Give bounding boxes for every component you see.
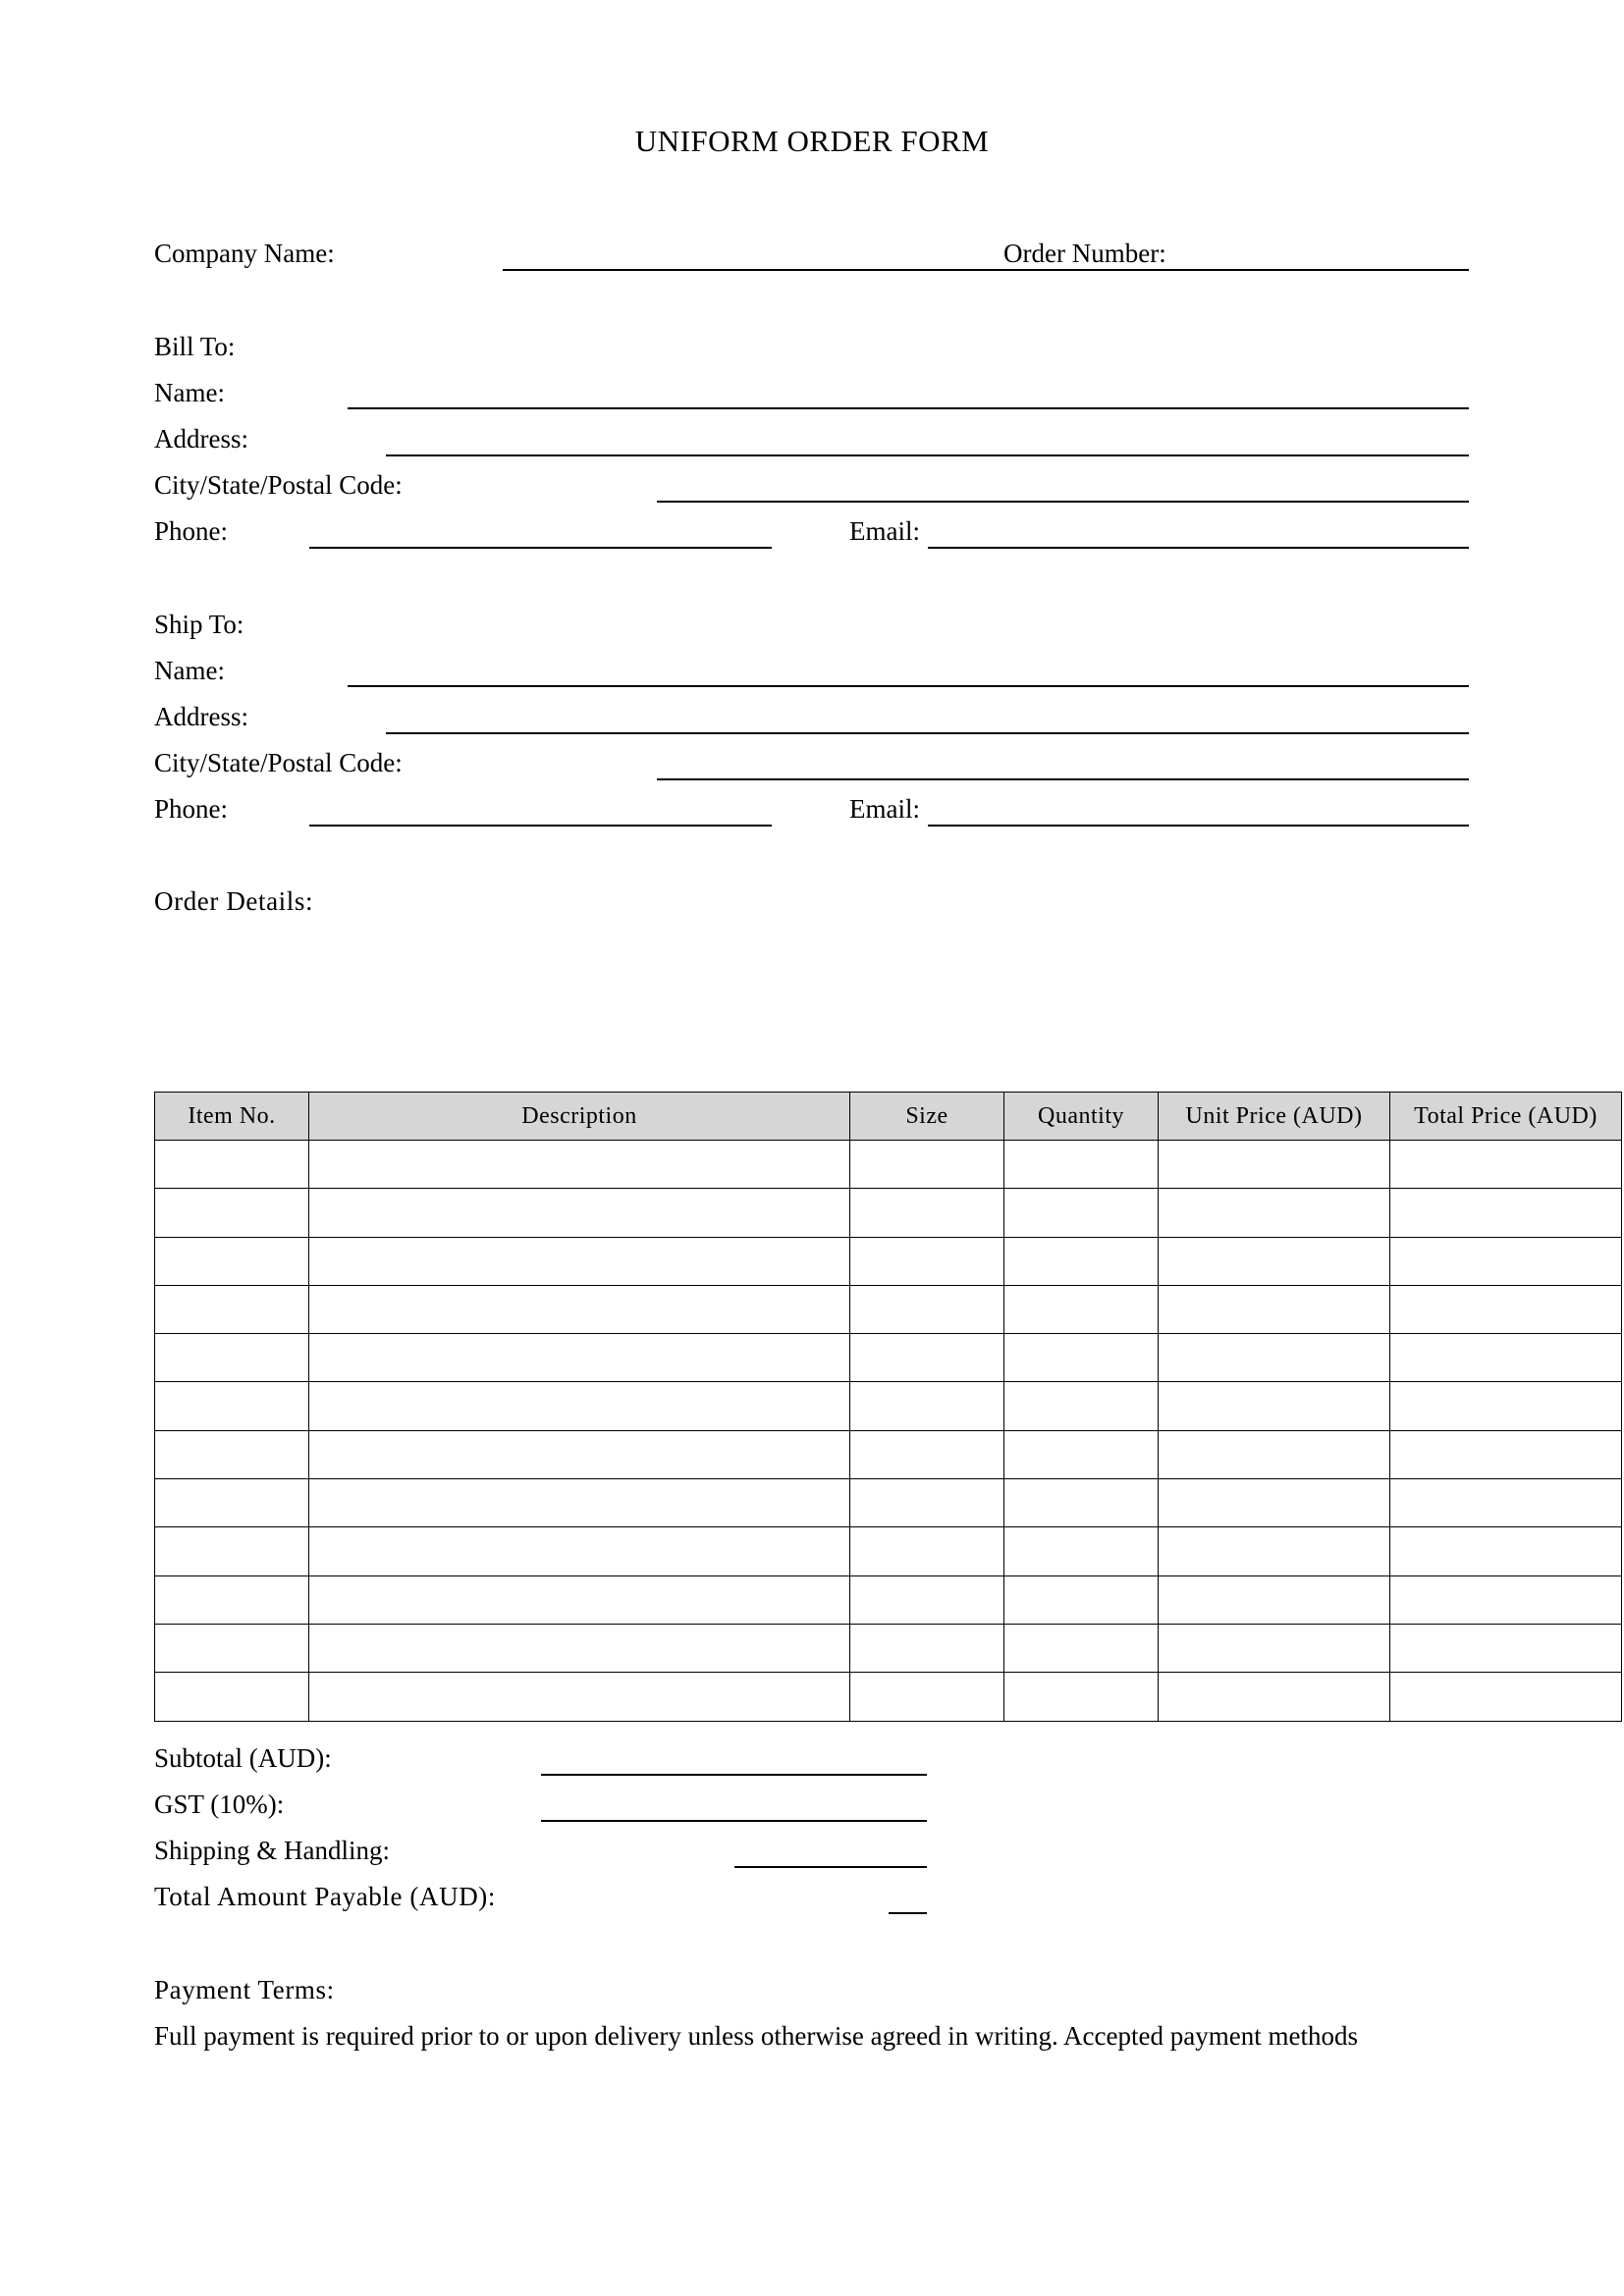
shipping-label: Shipping & Handling: [154, 1836, 391, 1865]
gst-field[interactable] [541, 1820, 927, 1822]
ship-to-name-label: Name: [154, 656, 225, 685]
cell-description[interactable] [309, 1237, 850, 1285]
order-details-table [154, 1092, 1622, 1722]
table-row [155, 1673, 1622, 1721]
bill-to-city-label: City/State/Postal Code: [154, 470, 403, 500]
cell-total-price[interactable] [1390, 1285, 1622, 1333]
cell-unit-price[interactable] [1159, 1624, 1390, 1672]
cell-quantity[interactable] [1004, 1575, 1159, 1624]
payment-terms-heading: Payment Terms: [154, 1975, 335, 2004]
cell-description[interactable] [309, 1430, 850, 1478]
company-name-field[interactable] [503, 269, 1469, 271]
cell-description[interactable] [309, 1624, 850, 1672]
cell-quantity[interactable] [1004, 1334, 1159, 1382]
cell-item-no[interactable] [155, 1285, 309, 1333]
ship-to-phone-field[interactable] [309, 825, 772, 827]
cell-quantity[interactable] [1004, 1382, 1159, 1430]
cell-total-price[interactable] [1390, 1673, 1622, 1721]
cell-unit-price[interactable] [1159, 1479, 1390, 1527]
table-row [155, 1334, 1622, 1382]
column-header-unit-price: Unit Price (AUD) [1159, 1093, 1390, 1141]
cell-description[interactable] [309, 1141, 850, 1189]
cell-size[interactable] [850, 1189, 1004, 1237]
bill-to-email-label: Email: [849, 516, 920, 546]
cell-total-price[interactable] [1390, 1189, 1622, 1237]
cell-total-price[interactable] [1390, 1479, 1622, 1527]
ship-to-address-label: Address: [154, 702, 248, 731]
cell-description[interactable] [309, 1479, 850, 1527]
cell-total-price[interactable] [1390, 1575, 1622, 1624]
cell-description[interactable] [309, 1285, 850, 1333]
cell-quantity[interactable] [1004, 1673, 1159, 1721]
cell-unit-price[interactable] [1159, 1527, 1390, 1575]
cell-total-price[interactable] [1390, 1430, 1622, 1478]
cell-description[interactable] [309, 1189, 850, 1237]
cell-quantity[interactable] [1004, 1189, 1159, 1237]
cell-size[interactable] [850, 1624, 1004, 1672]
ship-to-name-field[interactable] [348, 685, 1469, 687]
cell-item-no[interactable] [155, 1527, 309, 1575]
cell-quantity[interactable] [1004, 1479, 1159, 1527]
table-row [155, 1430, 1622, 1478]
cell-unit-price[interactable] [1159, 1189, 1390, 1237]
cell-total-price[interactable] [1390, 1527, 1622, 1575]
ship-to-address-field[interactable] [386, 732, 1469, 734]
cell-description[interactable] [309, 1334, 850, 1382]
table-row [155, 1189, 1622, 1237]
cell-description[interactable] [309, 1382, 850, 1430]
order-details-heading: Order Details: [154, 886, 314, 916]
shipping-field[interactable] [734, 1866, 927, 1868]
bill-to-city-field[interactable] [657, 501, 1469, 503]
cell-unit-price[interactable] [1159, 1141, 1390, 1189]
cell-unit-price[interactable] [1159, 1382, 1390, 1430]
cell-quantity[interactable] [1004, 1237, 1159, 1285]
ship-to-phone-label: Phone: [154, 794, 229, 824]
bill-to-heading: Bill To: [154, 332, 236, 361]
cell-item-no[interactable] [155, 1141, 309, 1189]
table-row [155, 1479, 1622, 1527]
cell-item-no[interactable] [155, 1334, 309, 1382]
table-row [155, 1382, 1622, 1430]
cell-item-no[interactable] [155, 1237, 309, 1285]
cell-size[interactable] [850, 1382, 1004, 1430]
subtotal-field[interactable] [541, 1774, 927, 1776]
cell-unit-price[interactable] [1159, 1673, 1390, 1721]
column-header-item-no: Item No. [155, 1093, 309, 1141]
bill-to-name-field[interactable] [348, 407, 1469, 409]
cell-unit-price[interactable] [1159, 1575, 1390, 1624]
company-name-label: Company Name: [154, 239, 335, 268]
cell-quantity[interactable] [1004, 1141, 1159, 1189]
cell-size[interactable] [850, 1430, 1004, 1478]
cell-size[interactable] [850, 1575, 1004, 1624]
cell-total-price[interactable] [1390, 1624, 1622, 1672]
cell-item-no[interactable] [155, 1430, 309, 1478]
cell-item-no[interactable] [155, 1575, 309, 1624]
total-payable-label: Total Amount Payable (AUD): [154, 1882, 497, 1911]
subtotal-label: Subtotal (AUD): [154, 1743, 332, 1773]
page-title: UNIFORM ORDER FORM [634, 124, 990, 158]
cell-size[interactable] [850, 1527, 1004, 1575]
cell-item-no[interactable] [155, 1624, 309, 1672]
cell-quantity[interactable] [1004, 1624, 1159, 1672]
ship-to-email-label: Email: [849, 794, 920, 824]
bill-to-address-field[interactable] [386, 454, 1469, 456]
cell-total-price[interactable] [1390, 1334, 1622, 1382]
bill-to-address-label: Address: [154, 424, 248, 454]
bill-to-name-label: Name: [154, 378, 225, 407]
cell-quantity[interactable] [1004, 1430, 1159, 1478]
bill-to-phone-label: Phone: [154, 516, 229, 546]
cell-quantity[interactable] [1004, 1285, 1159, 1333]
cell-item-no[interactable] [155, 1673, 309, 1721]
ship-to-heading: Ship To: [154, 610, 244, 639]
order-number-label: Order Number: [1003, 239, 1166, 268]
cell-item-no[interactable] [155, 1479, 309, 1527]
cell-total-price[interactable] [1390, 1141, 1622, 1189]
cell-unit-price[interactable] [1159, 1334, 1390, 1382]
bill-to-email-field[interactable] [928, 547, 1469, 549]
cell-total-price[interactable] [1390, 1382, 1622, 1430]
cell-size[interactable] [850, 1479, 1004, 1527]
table-row [155, 1575, 1622, 1624]
table-header-row [155, 1093, 1622, 1141]
cell-size[interactable] [850, 1285, 1004, 1333]
cell-unit-price[interactable] [1159, 1285, 1390, 1333]
table-row [155, 1624, 1622, 1672]
column-header-total-price: Total Price (AUD) [1390, 1093, 1622, 1141]
table-row [155, 1141, 1622, 1189]
cell-item-no[interactable] [155, 1189, 309, 1237]
payment-terms-text: Full payment is required prior to or upon delivery unless otherwise agreed in writing. Accepted payment methods [154, 2021, 1358, 2051]
cell-description[interactable] [309, 1575, 850, 1624]
total-payable-field[interactable] [889, 1912, 927, 1914]
ship-to-email-field[interactable] [928, 825, 1469, 827]
table-row [155, 1527, 1622, 1575]
cell-unit-price[interactable] [1159, 1237, 1390, 1285]
table-row [155, 1285, 1622, 1333]
table-row [155, 1237, 1622, 1285]
column-header-size: Size [850, 1093, 1004, 1141]
cell-size[interactable] [850, 1141, 1004, 1189]
cell-unit-price[interactable] [1159, 1430, 1390, 1478]
ship-to-city-field[interactable] [657, 778, 1469, 780]
cell-description[interactable] [309, 1673, 850, 1721]
cell-description[interactable] [309, 1527, 850, 1575]
bill-to-phone-field[interactable] [309, 547, 772, 549]
column-header-quantity: Quantity [1004, 1093, 1159, 1141]
cell-size[interactable] [850, 1673, 1004, 1721]
column-header-description: Description [309, 1093, 850, 1141]
cell-total-price[interactable] [1390, 1237, 1622, 1285]
cell-size[interactable] [850, 1334, 1004, 1382]
ship-to-city-label: City/State/Postal Code: [154, 748, 403, 777]
gst-label: GST (10%): [154, 1789, 285, 1819]
cell-item-no[interactable] [155, 1382, 309, 1430]
cell-size[interactable] [850, 1237, 1004, 1285]
cell-quantity[interactable] [1004, 1527, 1159, 1575]
